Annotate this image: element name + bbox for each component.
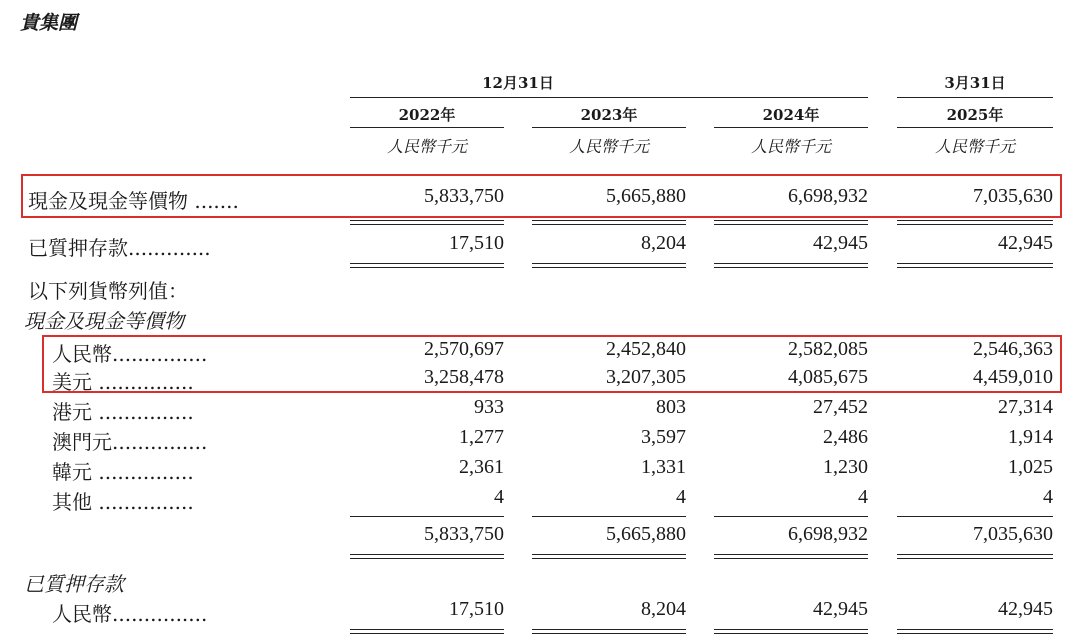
double-rule bbox=[897, 267, 1053, 268]
header-rule-mar bbox=[897, 97, 1053, 98]
cell-value: 2,486 bbox=[823, 426, 868, 448]
cell-value: 7,035,630 bbox=[973, 185, 1053, 207]
unit-label: 人民幣千元 bbox=[934, 137, 1015, 156]
year-rule bbox=[532, 127, 686, 128]
total-value: 5,833,750 bbox=[424, 523, 504, 545]
cell-value: 803 bbox=[656, 396, 686, 418]
double-rule bbox=[897, 629, 1053, 630]
header-mar31: 3月31日 bbox=[944, 74, 1006, 92]
currency-label-mop: 澳門元............... bbox=[52, 430, 208, 454]
unit-label: 人民幣千元 bbox=[568, 137, 649, 156]
currency-label-usd: 美元 ............... bbox=[52, 370, 194, 394]
cell-value: 2,452,840 bbox=[606, 338, 686, 360]
cell-value: 17,510 bbox=[449, 598, 504, 620]
row-label-pledged-deposits: 已質押存款............. bbox=[28, 236, 211, 260]
double-rule bbox=[532, 267, 686, 268]
double-rule bbox=[532, 558, 686, 559]
total-value: 6,698,932 bbox=[788, 523, 868, 545]
cell-value: 3,597 bbox=[641, 426, 686, 448]
double-rule bbox=[714, 554, 868, 555]
cell-value: 4 bbox=[676, 486, 686, 508]
unit-label: 人民幣千元 bbox=[750, 137, 831, 156]
pledged-label-rmb: 人民幣............... bbox=[52, 602, 208, 626]
double-rule bbox=[350, 558, 504, 559]
cell-value: 4 bbox=[494, 486, 504, 508]
cell-value: 1,331 bbox=[641, 456, 686, 478]
cell-value: 42,945 bbox=[813, 232, 868, 254]
double-rule bbox=[714, 267, 868, 268]
header-rule-dec bbox=[350, 97, 868, 98]
double-rule bbox=[897, 558, 1053, 559]
double-rule bbox=[897, 263, 1053, 264]
total-rule bbox=[350, 516, 504, 517]
year-rule bbox=[350, 127, 504, 128]
cell-value: 933 bbox=[474, 396, 504, 418]
cell-value: 4 bbox=[1043, 486, 1053, 508]
header-year-2022: 2022年 bbox=[398, 106, 456, 124]
double-rule bbox=[897, 633, 1053, 634]
cell-value: 8,204 bbox=[641, 232, 686, 254]
currency-label-hkd: 港元 ............... bbox=[52, 400, 194, 424]
header-year-2024: 2024年 bbox=[762, 106, 820, 124]
cell-value: 1,025 bbox=[1008, 456, 1053, 478]
double-rule bbox=[350, 554, 504, 555]
double-rule bbox=[350, 263, 504, 264]
double-rule bbox=[897, 554, 1053, 555]
double-rule bbox=[897, 224, 1053, 225]
cell-value: 27,452 bbox=[813, 396, 868, 418]
currency-label-other: 其他 ............... bbox=[52, 490, 194, 514]
section-label-cash: 現金及現金等價物 bbox=[24, 309, 184, 333]
double-rule bbox=[532, 633, 686, 634]
currency-label-rmb: 人民幣............... bbox=[52, 342, 208, 366]
double-rule bbox=[714, 633, 868, 634]
double-rule bbox=[350, 629, 504, 630]
cell-value: 4,085,675 bbox=[788, 366, 868, 388]
cell-value: 5,833,750 bbox=[424, 185, 504, 207]
double-rule bbox=[532, 629, 686, 630]
double-rule bbox=[532, 554, 686, 555]
cell-value: 4,459,010 bbox=[973, 366, 1053, 388]
total-rule bbox=[714, 516, 868, 517]
section-label-pledged: 已質押存款 bbox=[24, 572, 124, 596]
cell-value: 5,665,880 bbox=[606, 185, 686, 207]
currency-label-krw: 韓元 ............... bbox=[52, 460, 194, 484]
cell-value: 42,945 bbox=[998, 598, 1053, 620]
double-rule bbox=[350, 224, 504, 225]
cell-value: 8,204 bbox=[641, 598, 686, 620]
header-year-2025: 2025年 bbox=[946, 106, 1004, 124]
cell-value: 27,314 bbox=[998, 396, 1053, 418]
unit-label: 人民幣千元 bbox=[386, 137, 467, 156]
total-value: 5,665,880 bbox=[606, 523, 686, 545]
header-dec31: 12月31日 bbox=[482, 74, 554, 92]
cell-value: 42,945 bbox=[813, 598, 868, 620]
cell-value: 3,258,478 bbox=[424, 366, 504, 388]
total-rule bbox=[532, 516, 686, 517]
double-rule bbox=[714, 558, 868, 559]
page-title: 貴集團 bbox=[20, 12, 78, 34]
double-rule bbox=[714, 220, 868, 221]
cell-value: 2,546,363 bbox=[973, 338, 1053, 360]
double-rule bbox=[714, 263, 868, 264]
cell-value: 17,510 bbox=[449, 232, 504, 254]
total-value: 7,035,630 bbox=[973, 523, 1053, 545]
cell-value: 42,945 bbox=[998, 232, 1053, 254]
year-rule bbox=[897, 127, 1053, 128]
cell-value: 2,570,697 bbox=[424, 338, 504, 360]
double-rule bbox=[714, 629, 868, 630]
double-rule bbox=[350, 267, 504, 268]
total-rule bbox=[897, 516, 1053, 517]
row-label-cash-equivalents: 現金及現金等價物 ....... bbox=[28, 189, 239, 213]
cell-value: 1,230 bbox=[823, 456, 868, 478]
double-rule bbox=[350, 633, 504, 634]
header-year-2023: 2023年 bbox=[580, 106, 638, 124]
year-rule bbox=[714, 127, 868, 128]
double-rule bbox=[350, 220, 504, 221]
cell-value: 2,582,085 bbox=[788, 338, 868, 360]
cell-value: 1,277 bbox=[459, 426, 504, 448]
double-rule bbox=[532, 224, 686, 225]
cell-value: 1,914 bbox=[1008, 426, 1053, 448]
double-rule bbox=[532, 263, 686, 264]
double-rule bbox=[897, 220, 1053, 221]
double-rule bbox=[532, 220, 686, 221]
cell-value: 6,698,932 bbox=[788, 185, 868, 207]
cell-value: 4 bbox=[858, 486, 868, 508]
denominated-label: 以下列貨幣列值： bbox=[28, 279, 188, 303]
cell-value: 3,207,305 bbox=[606, 366, 686, 388]
cell-value: 2,361 bbox=[459, 456, 504, 478]
double-rule bbox=[714, 224, 868, 225]
